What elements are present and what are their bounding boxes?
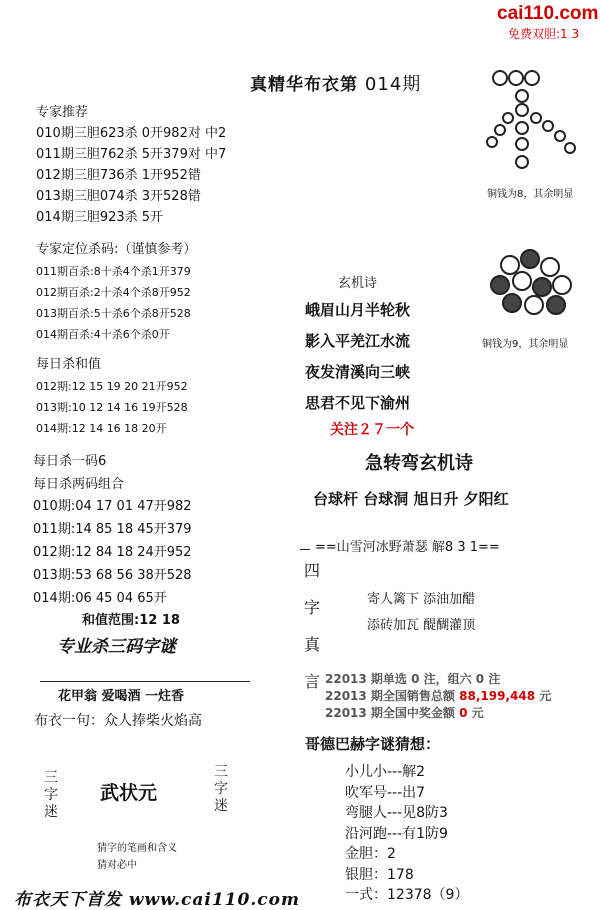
page-title xyxy=(250,70,421,96)
position-heading: 专家定位杀码:（谨慎参考） xyxy=(36,242,197,257)
list-item: 013期百杀:5十杀6个杀8开528 xyxy=(36,307,191,320)
daily-one: 每日杀一码6 xyxy=(33,454,107,469)
divider xyxy=(40,681,250,682)
poem-line: 夜发清溪向三峡 xyxy=(305,363,411,381)
four-words-line-two: 添砖加瓦 醍醐灌顶 xyxy=(367,618,476,633)
poem-line: 思君不见下渝州 xyxy=(305,394,411,412)
list-item: 011期百杀:8十杀4个杀1开379 xyxy=(36,265,191,278)
daily-sum-heading: 每日杀和值 xyxy=(36,357,102,372)
free-tip: 免费双胆:1 3 xyxy=(508,27,580,41)
list-item: 011期:14 85 18 45开379 xyxy=(33,522,192,537)
list-item: 011期三胆762杀 5开379对 中7 xyxy=(36,147,227,162)
goldbach-block xyxy=(345,762,468,906)
poem-heading: 玄机诗 xyxy=(338,276,378,291)
title-main: 真精华布衣第 xyxy=(250,75,358,95)
sum-range: 和值范围:12 18 xyxy=(82,613,180,628)
list-item: 银胆：178 xyxy=(345,866,414,883)
list-item: 012期:12 84 18 24开952 xyxy=(33,545,192,560)
list-item: 小儿小---解2 xyxy=(345,764,426,780)
expert-block xyxy=(36,102,226,228)
coin-caption-one: 铜钱为8，其余明显 xyxy=(487,189,574,200)
goldbach-heading: 哥德巴赫字谜猜想： xyxy=(305,735,441,753)
poem-line: 峨眉山月半轮秋 xyxy=(305,301,411,319)
stat-unit: 元 xyxy=(539,689,552,703)
divider xyxy=(300,549,310,550)
list-item: 一式：12378（9） xyxy=(345,887,469,903)
poem-block xyxy=(305,295,410,419)
pro-riddle-title: 专业杀三码字谜 xyxy=(57,637,176,657)
four-words-line-one: 寄人篱下 添油加醋 xyxy=(367,592,476,607)
snow-line: ==山雪河冰野萧瑟 解8 3 1== xyxy=(315,540,500,555)
list-item: 012期三胆736杀 1开952错 xyxy=(36,168,201,183)
three-riddle-left: 三字迷 xyxy=(44,770,58,820)
coin-figure-icon xyxy=(478,66,588,184)
stat-row-one: 22013 期单选 0 注，组六 0 注 xyxy=(325,672,501,686)
position-block xyxy=(36,261,191,345)
stat-value: 0 xyxy=(459,706,468,720)
list-item: 012期百杀:2十杀4个杀8开952 xyxy=(36,286,191,299)
list-item: 010期三胆623杀 0开982对 中2 xyxy=(36,126,227,141)
footer-banner: 布衣天下首发 www.cai110.com xyxy=(14,890,300,910)
list-item: 014期:12 14 16 18 20开 xyxy=(36,422,167,435)
stat-unit: 元 xyxy=(471,706,484,720)
title-issue: 014期 xyxy=(364,74,422,95)
list-item: 014期百杀:4十杀6个杀0开 xyxy=(36,328,170,341)
hint-one: 猜字的笔画和含义 xyxy=(97,843,177,854)
daily-two-block xyxy=(33,495,192,610)
expert-heading: 专家推荐 xyxy=(36,105,89,120)
daily-sum-block xyxy=(36,376,188,439)
stat-row-two xyxy=(325,687,551,704)
list-item: 014期三胆923杀 5开 xyxy=(36,210,164,225)
stat-label: 22013 期全国销售总额 xyxy=(325,689,455,703)
daily-two-heading: 每日杀两码组合 xyxy=(33,477,125,492)
three-riddle-answer: 武状元 xyxy=(100,782,158,804)
hint-two: 猜对必中 xyxy=(97,860,137,871)
phrase-one: 花甲翁 爱喝酒 一炷香 xyxy=(58,689,185,704)
coin-pile-icon xyxy=(480,245,580,321)
poem-focus: 关注２７一个 xyxy=(330,422,414,438)
list-item: 014期:06 45 04 65开 xyxy=(33,591,167,606)
turn-poem-line: 台球杆 台球洞 旭日升 夕阳红 xyxy=(313,490,509,508)
stat-label: 22013 期全国中奖金额 xyxy=(325,706,455,720)
site-logo[interactable]: cai110.com xyxy=(497,3,599,24)
list-item: 012期:12 15 19 20 21开952 xyxy=(36,380,188,393)
list-item: 吹军号---出7 xyxy=(345,784,426,801)
list-item: 010期:04 17 01 47开982 xyxy=(33,499,192,514)
list-item: 013期:10 12 14 16 19开528 xyxy=(36,401,188,414)
four-words-label: 四字真言 xyxy=(304,561,321,691)
list-item: 弯腿人---见8防3 xyxy=(345,805,448,821)
stat-row-three xyxy=(325,704,484,721)
list-item: 沿河跑---有1防9 xyxy=(345,825,448,842)
list-item: 013期三胆074杀 3开528错 xyxy=(36,189,201,204)
phrase-two: 布衣一句：众人捧柴火焰高 xyxy=(34,713,202,729)
list-item: 金胆：2 xyxy=(345,846,396,862)
poem-line: 影入平羌江水流 xyxy=(305,332,411,350)
three-riddle-right: 三字迷 xyxy=(214,764,228,814)
list-item: 013期:53 68 56 38开528 xyxy=(33,568,192,583)
stat-value: 88,199,448 xyxy=(459,689,536,703)
turn-poem-heading: 急转弯玄机诗 xyxy=(365,453,473,474)
coin-caption-two: 铜钱为9，其余明显 xyxy=(482,339,569,350)
